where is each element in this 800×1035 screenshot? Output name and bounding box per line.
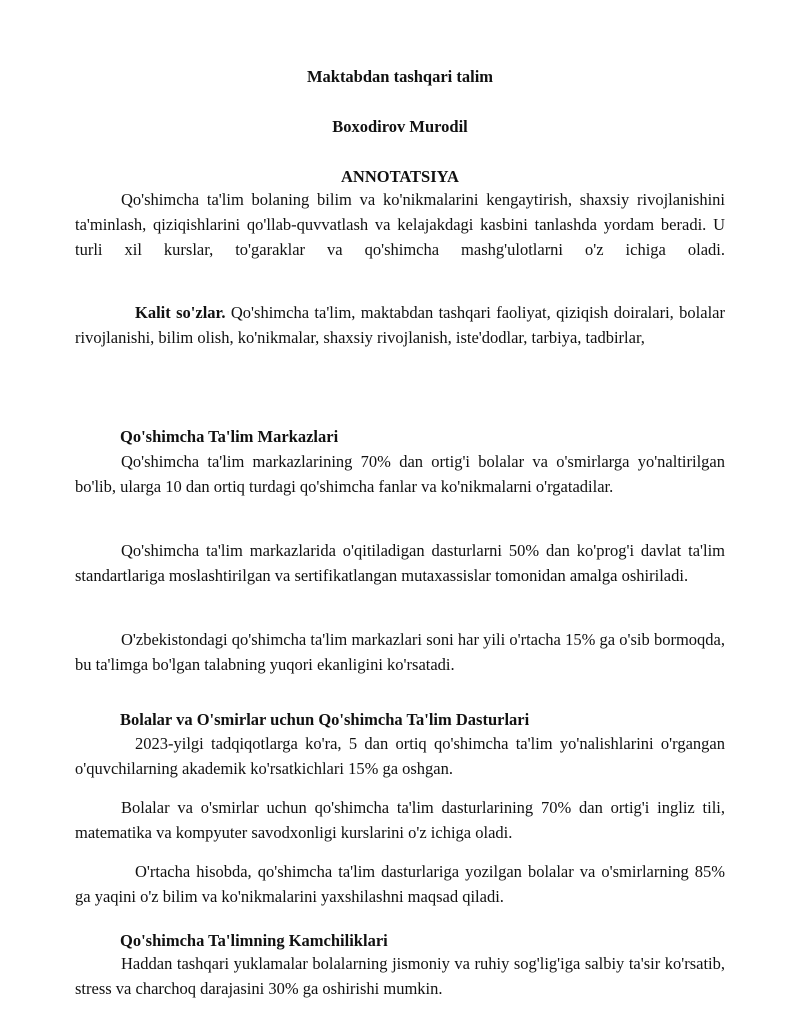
section-paragraph: O'zbekistondagi qo'shimcha ta'lim markazlari soni har yili o'rtacha 15% ga o'sib bormoqda, bu ta'limga bo'lgan talabning yuqori ekanligini ko'rsatadi. bbox=[75, 630, 725, 674]
section-heading: Qo'shimcha Ta'lim Markazlari bbox=[120, 427, 339, 446]
document-title: Maktabdan tashqari talim bbox=[306, 67, 494, 86]
section-paragraph: O'rtacha hisobda, qo'shimcha ta'lim dasturlariga yozilgan bolalar va o'smirlarning 85% ga yaqini o'z bilim va ko'nikmalarini yaxshilashni maqsad qiladi. bbox=[75, 862, 725, 906]
annotation-heading: ANNOTATSIYA bbox=[341, 167, 459, 186]
section-paragraph: 2023-yilgi tadqiqotlarga ko'ra, 5 dan ortiq qo'shimcha ta'lim yo'nalishlarini o'rgangan o'quvchilarning akademik ko'rsatkichlari 15% ga oshgan. bbox=[75, 734, 725, 778]
keywords-label: Kalit so'zlar. bbox=[135, 303, 226, 322]
section-paragraph: Qo'shimcha ta'lim markazlarining 70% dan ortig'i bolalar va o'smirlarga yo'naltirilgan bo'lib, ularga 10 dan ortiq turdagi qo'shimcha fanlar va ko'nikmalarni o'rgatadilar. bbox=[75, 452, 725, 496]
keywords-text: Qo'shimcha ta'lim, maktabdan tashqari faoliyat, qiziqish doiralari, bolalar rivojlanishi, bilim olish, ko'nikmalar, shaxsiy rivojlanish, iste'dodlar, tarbiya, tadbirlar, bbox=[75, 303, 725, 347]
section-paragraph: Haddan tashqari yuklamalar bolalarning jismoniy va ruhiy sog'lig'iga salbiy ta'sir ko'rsatib, stress va charchoq darajasini 30% ga oshirishi mumkin. bbox=[75, 954, 725, 998]
section-paragraph: Bolalar va o'smirlar uchun qo'shimcha ta'lim dasturlarining 70% dan ortig'i ingliz tili, matematika va kompyuter savodxonligi kurslarini o'z ichiga oladi. bbox=[75, 798, 725, 842]
annotation-paragraph: Qo'shimcha ta'lim bolaning bilim va ko'nikmalarini kengaytirish, shaxsiy rivojlanishini ta'minlash, qiziqishlarini qo'llab-quvvatlash va kelajakdagi kasbini tanlashda yordam beradi. U turli xil kurslar, to'garaklar va qo'shimcha mashg'ulotlarni o'z ichiga oladi. bbox=[75, 190, 725, 259]
keywords-paragraph bbox=[75, 300, 725, 350]
section-heading: Qo'shimcha Ta'limning Kamchiliklari bbox=[120, 931, 388, 950]
section-paragraph: Qo'shimcha ta'lim markazlarida o'qitiladigan dasturlarni 50% dan ko'prog'i davlat ta'lim standartlariga moslashtirilgan va sertifikatlangan mutaxassislar tomonidan amalga oshiriladi. bbox=[75, 541, 725, 585]
section-heading: Bolalar va O'smirlar uchun Qo'shimcha Ta'lim Dasturlari bbox=[120, 710, 530, 729]
author-name: Boxodirov Murodil bbox=[332, 117, 468, 136]
